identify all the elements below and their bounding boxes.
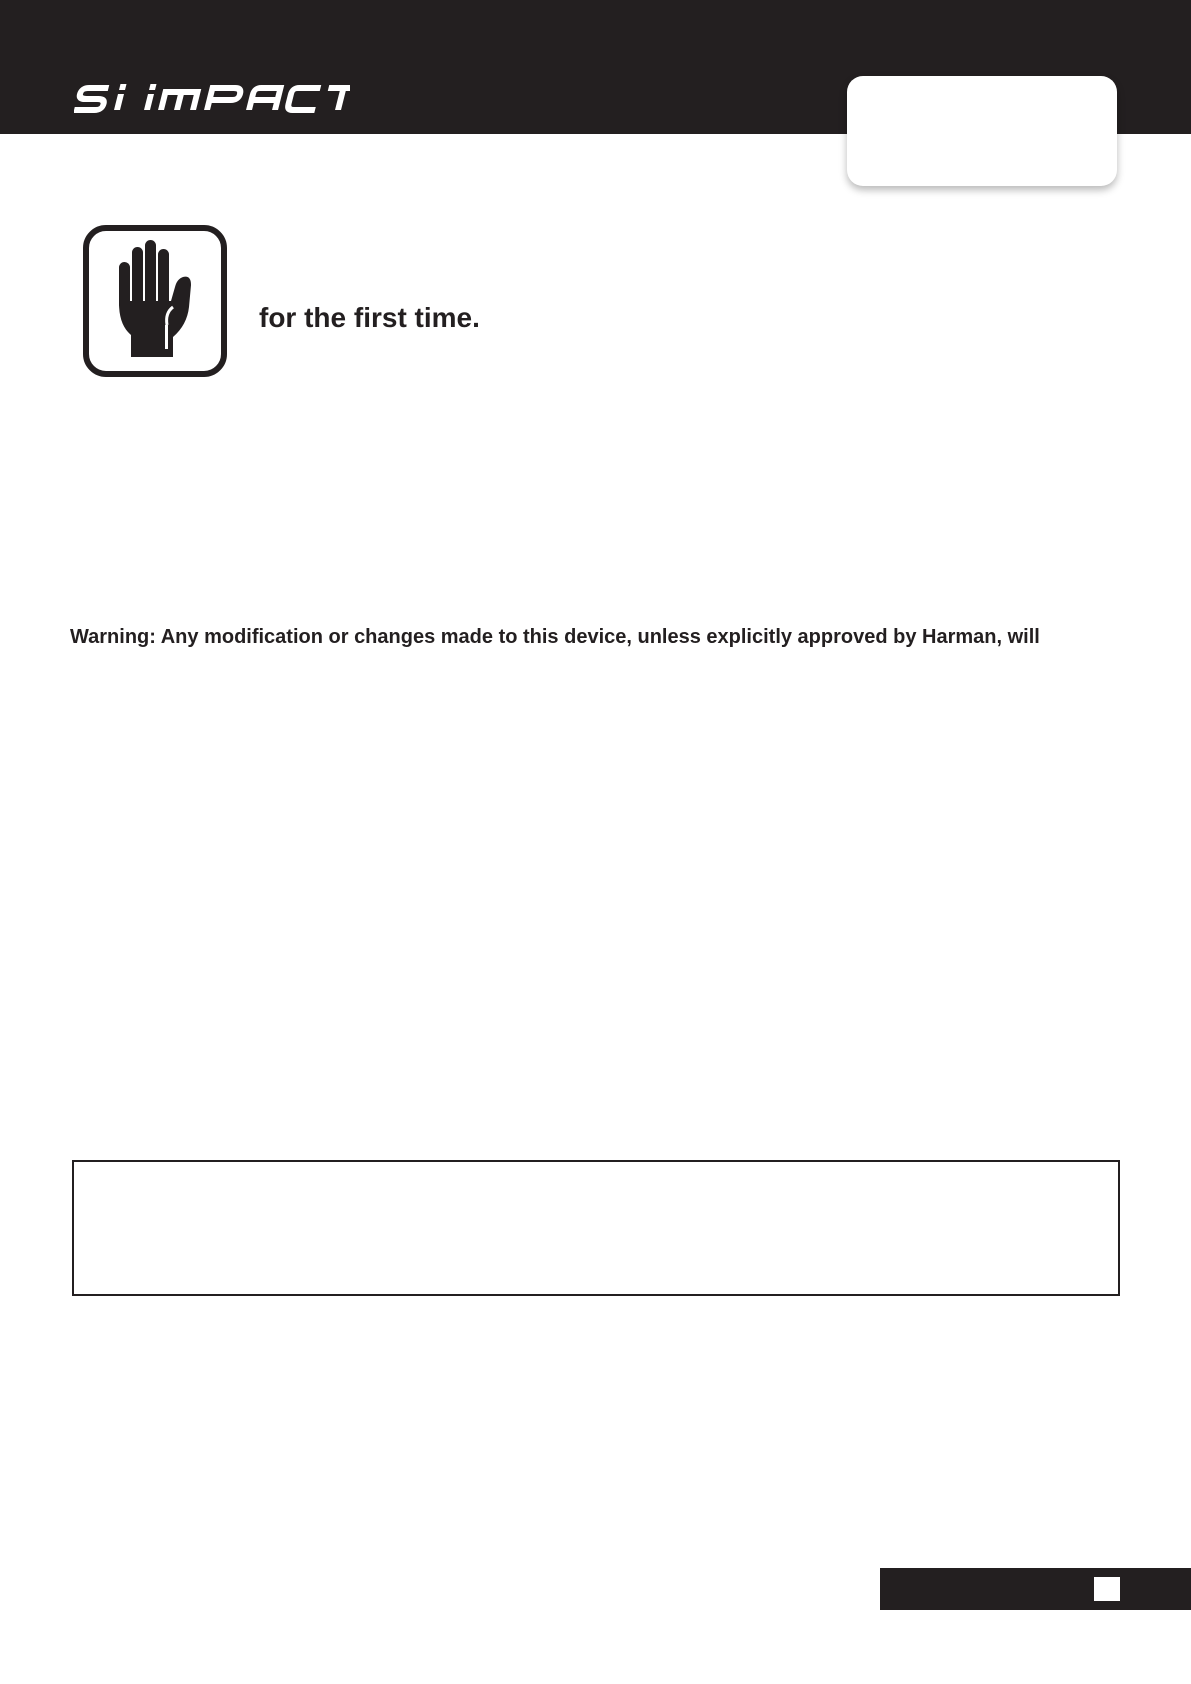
si-impact-logo — [74, 82, 350, 114]
intro-text: for the first time. — [259, 302, 480, 333]
notice-box — [72, 1160, 1120, 1296]
page-number-box — [1094, 1577, 1120, 1601]
header-tab — [847, 76, 1117, 186]
warning-text: Warning: Any modification or changes made to this device, unless explicitly approved by Harman, will — [70, 626, 1040, 648]
footer-band — [880, 1568, 1191, 1610]
hand-stop-icon — [83, 225, 227, 377]
